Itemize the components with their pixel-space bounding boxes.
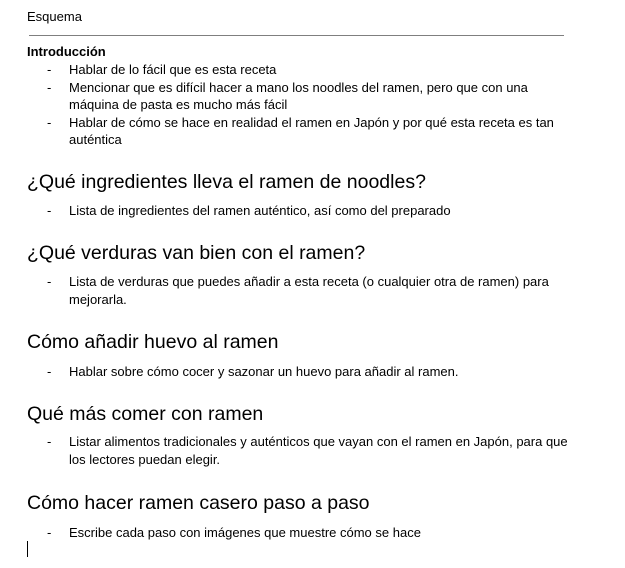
section-bullet-list	[0, 524, 569, 542]
dash-bullet-icon: -	[47, 203, 52, 218]
section-heading-sides: Qué más comer con ramen	[27, 403, 264, 425]
list-item: - Listar alimentos tradicionales y auténticos que vayan con el ramen en Japón, para que los lectores puedan elegir.	[47, 434, 568, 467]
section-heading-vegetables: ¿Qué verduras van bien con el ramen?	[27, 242, 366, 264]
document-title: Esquema	[27, 9, 82, 24]
section-bullet-list	[0, 273, 569, 308]
dash-bullet-icon: -	[47, 114, 52, 130]
section-heading-step-by-step: Cómo hacer ramen casero paso a paso	[27, 492, 370, 514]
list-item: - Hablar de lo fácil que es esta receta	[47, 62, 277, 77]
section-bullet-list	[0, 433, 569, 468]
text-cursor	[27, 541, 28, 557]
list-item: - Lista de ingredientes del ramen auténtico, así como del preparado	[47, 203, 451, 218]
dash-bullet-icon: -	[47, 525, 52, 540]
dash-bullet-icon: -	[47, 364, 52, 379]
dash-bullet-icon: -	[47, 79, 52, 95]
dash-bullet-icon: -	[47, 274, 52, 289]
intro-bullet-list	[0, 61, 569, 149]
horizontal-rule	[29, 35, 564, 36]
section-bullet-list	[0, 202, 569, 220]
list-item: - Hablar de cómo se hace en realidad el ramen en Japón y por qué esta receta es tan auténtica	[47, 114, 554, 147]
dash-bullet-icon: -	[47, 434, 52, 449]
section-bullet-list	[0, 363, 569, 381]
dash-bullet-icon: -	[47, 62, 52, 77]
section-heading-ingredients: ¿Qué ingredientes lleva el ramen de noodles?	[27, 171, 426, 193]
list-item: - Mencionar que es difícil hacer a mano los noodles del ramen, pero que con una máquina de pasta es mucho más fácil	[47, 79, 528, 112]
list-item: - Hablar sobre cómo cocer y sazonar un huevo para añadir al ramen.	[47, 364, 459, 379]
list-item: - Escribe cada paso con imágenes que muestre cómo se hace	[47, 525, 421, 540]
intro-heading: Introducción	[27, 44, 106, 59]
list-item: - Lista de verduras que puedes añadir a esta receta (o cualquier otra de ramen) para mejorarla.	[47, 274, 549, 307]
section-heading-egg: Cómo añadir huevo al ramen	[27, 331, 279, 353]
